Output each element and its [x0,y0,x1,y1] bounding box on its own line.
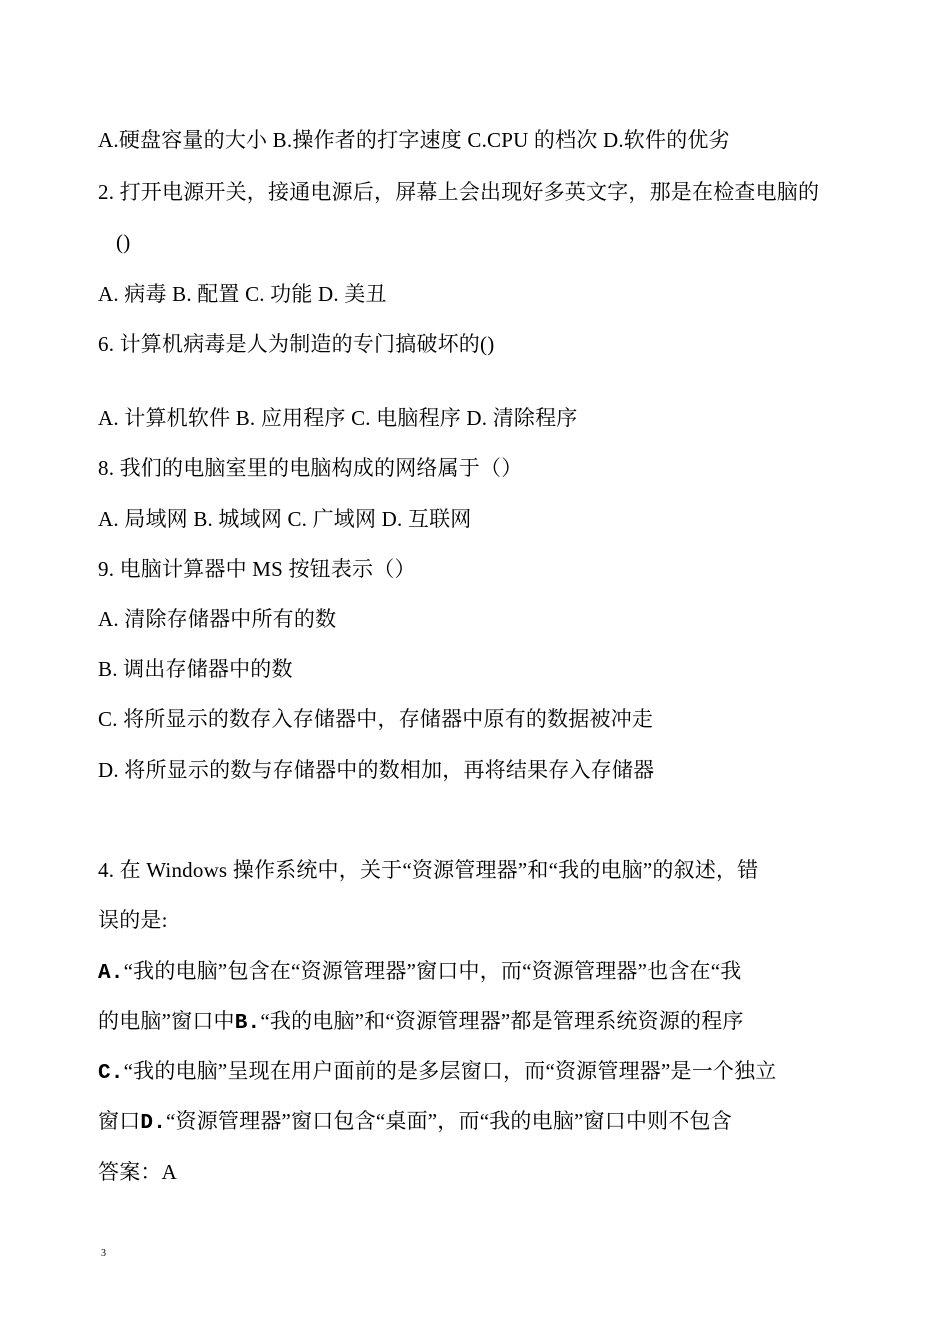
q4-option-c-marker: C. [98,1062,124,1085]
page-number: 3 [101,1248,106,1259]
q4-option-a-line2 [98,1007,744,1038]
q4-option-b-text: “我的电脑”和“资源管理器”都是管理系统资源的程序 [260,1009,744,1033]
q1-options: A.硬盘容量的大小 B.操作者的打字速度 C.CPU 的档次 D.软件的优劣 [98,128,730,152]
q8-options: A. 局域网 B. 城域网 C. 广域网 D. 互联网 [98,507,472,531]
q6-stem: 6. 计算机病毒是人为制造的专门搞破坏的() [98,332,495,356]
q2-stem: 2. 打开电源开关，接通电源后，屏幕上会出现好多英文字，那是在检查电脑的 [98,180,820,204]
q9-stem: 9. 电脑计算器中 MS 按钮表示（） [98,557,416,581]
q6-options: A. 计算机软件 B. 应用程序 C. 电脑程序 D. 清除程序 [98,406,578,430]
q4-option-c-text-continued: 窗口 [98,1109,141,1133]
q2-options: A. 病毒 B. 配置 C. 功能 D. 美丑 [98,282,387,306]
q4-stem: 4. 在 Windows 操作系统中，关于“资源管理器”和“我的电脑”的叙述，错 [98,858,759,882]
q4-option-a-text: “我的电脑”包含在“资源管理器”窗口中，而“资源管理器”也含在“我 [123,959,742,983]
q8-stem: 8. 我们的电脑室里的电脑构成的网络属于（） [98,456,523,480]
q4-option-d-marker: D. [140,1112,167,1135]
q9-option-b: B. 调出存储器中的数 [98,657,293,681]
q2-stem-blank: () [116,230,131,254]
q4-option-b-marker: B. [234,1012,261,1035]
q4-option-d-text: “资源管理器”窗口包含“桌面”，而“我的电脑”窗口中则不包含 [166,1109,732,1133]
q4-option-c-text: “我的电脑”呈现在用户面前的是多层窗口，而“资源管理器”是一个独立 [123,1059,777,1083]
q4-option-c-line2 [98,1107,732,1138]
q4-stem-continued: 误的是: [98,908,168,932]
q9-option-d: D. 将所显示的数与存储器中的数相加，再将结果存入存储器 [98,758,655,782]
q4-option-c-line1 [98,1057,777,1088]
q9-option-a: A. 清除存储器中所有的数 [98,607,337,631]
q9-option-c: C. 将所显示的数存入存储器中，存储器中原有的数据被冲走 [98,707,654,731]
q4-option-a-line1 [98,957,741,988]
answer-line: 答案：A [98,1160,177,1184]
q4-option-a-text-continued: 的电脑”窗口中 [98,1009,235,1033]
q4-option-a-marker: A. [98,962,124,985]
